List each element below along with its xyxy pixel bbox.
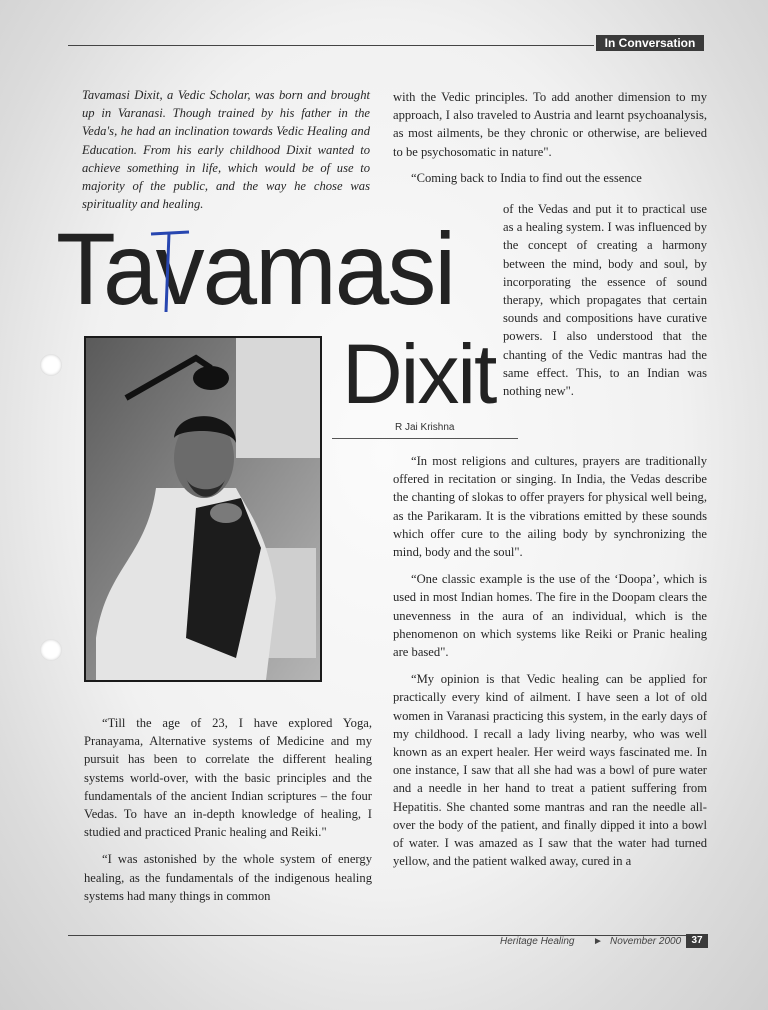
paragraph: “I was astonished by the whole system of energy healing, as the fundamentals of the indigenous healing systems had many things in common	[84, 852, 372, 903]
portrait-photo	[84, 336, 322, 682]
paragraph: “One classic example is the use of the ‘Doopa’, which is used in most Indian homes. The fire in the Doopam clears the unevenness in the aura of an individual, which is the phenomenon on which systems like Reiki or Pranic healing are based".	[393, 572, 707, 660]
right-column-bottom	[393, 452, 707, 870]
paragraph: “Till the age of 23, I have explored Yoga, Pranayama, Alternative systems of Medicine and my pursuit has been to correlate the different healing systems world-over, with the basic principles and the fundamentals of the ancient Indian scriptures – the four Vedas. To have an in-depth knowledge of healing, I studied and practiced Pranic healing and Reiki."	[84, 716, 372, 840]
author-byline: R Jai Krishna	[395, 422, 455, 433]
footer-magazine-name: Heritage Healing	[500, 936, 575, 947]
section-tag: In Conversation	[596, 35, 704, 51]
header-rule	[68, 45, 594, 46]
punch-hole	[40, 354, 62, 376]
paragraph: “Coming back to India to find out the essence	[411, 170, 642, 185]
wrapped-paragraph: of the Vedas and put it to practical use as a healing system. I was influenced by the concept of creating a harmony between the mind, body and soul, by incorporating the essence of sound therapy, which propagates that certain sounds and compositions have curative powers. I also understood that the chanting of the Vedic mantras had the same effect. This, to an Indian was nothing new".	[503, 202, 707, 399]
right-column-top	[393, 88, 707, 187]
paragraph: with the Vedic principles. To add another dimension to my approach, I also traveled to Austria and learnt psychoanalysis, as most ailments, be they chronic or otherwise, are believed to be psychosomatic in nature".	[393, 90, 707, 159]
intro-paragraph: Tavamasi Dixit, a Vedic Scholar, was born and brought up in Varanasi. Though trained by his father in the Veda's, he had an inclination towards Vedic Healing and Education. From his early childhood Dixit wanted to achieve something in life, which would be of use to majority of the public, and the way he chose was spirituality and healing.	[82, 88, 370, 212]
byline-rule	[332, 438, 518, 439]
footer-bullet-icon: ►	[593, 936, 603, 947]
headline-last-name: Dixit	[342, 327, 496, 421]
headline-first-name: Tavamasi	[56, 212, 455, 326]
handwritten-t-mark	[147, 228, 193, 316]
page-number: 37	[686, 934, 708, 948]
paragraph: “My opinion is that Vedic healing can be applied for practically every kind of ailment. I have seen a lot of old women in Varanasi practicing this system, in the early days of my childhood. I recall a lady living nearby, who was well known as an expert healer. Her weird ways fascinated me. In one instance, I saw that all she had was a bowl of pure water and a needle in her hand to treat a patient suffering from Hepatitis. She chanted some mantras and ran the needle all-over the body of the patient, and finally dipped it into a bowl of water. I was amazed as I saw that the water had turned yellow, and the patient walked away, cured in a	[393, 672, 707, 869]
punch-hole	[40, 639, 62, 661]
left-column-bottom	[84, 714, 372, 905]
footer-issue-date: November 2000	[610, 936, 682, 947]
portrait-photo-image	[86, 338, 320, 680]
paragraph: “In most religions and cultures, prayers are traditionally offered in recitation or singing. In India, the Vedas describe the chanting of slokas to offer prayers for physical well being, as the Parikaram. It is the vibrations emitted by these sounds which offer cure to the ailing body by synchronizing the mind, body and the soul".	[393, 454, 707, 560]
